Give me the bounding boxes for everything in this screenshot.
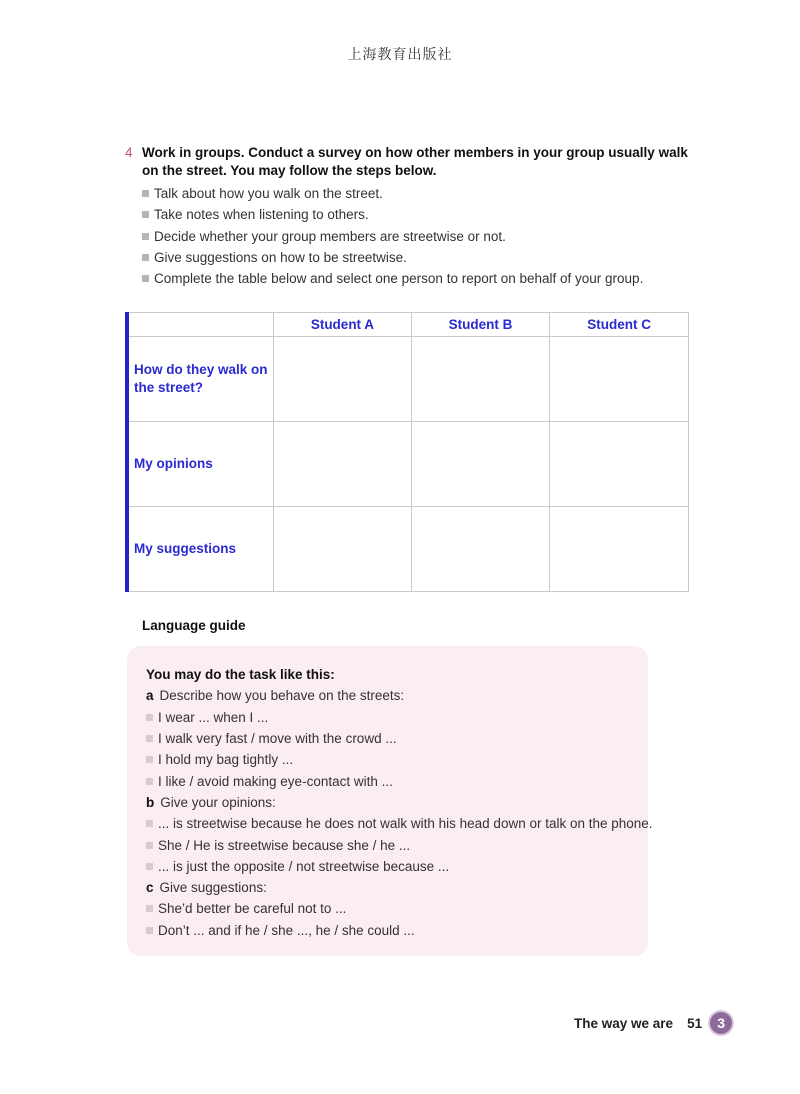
- guide-section-heading: c Give suggestions:: [146, 880, 267, 896]
- step-item: Give suggestions on how to be streetwise.: [142, 247, 695, 268]
- task-number: 4: [125, 145, 133, 160]
- header-student-a: Student A: [274, 313, 412, 337]
- language-guide-title: Language guide: [142, 618, 246, 633]
- table-row: [127, 422, 689, 507]
- header-student-b: Student B: [411, 313, 550, 337]
- answer-cell[interactable]: [411, 337, 550, 422]
- step-item: Decide whether your group members are streetwise or not.: [142, 226, 695, 247]
- square-bullet-icon: [146, 778, 153, 785]
- square-bullet-icon: [146, 927, 153, 934]
- row-label-suggestions: My suggestions: [127, 507, 274, 592]
- guide-item: ... is just the opposite / not streetwise because ...: [146, 856, 641, 877]
- section-letter: b: [146, 794, 155, 810]
- task-instruction-row: [125, 144, 695, 180]
- guide-item: I hold my bag tightly ...: [146, 749, 641, 770]
- guide-item: I walk very fast / move with the crowd ...: [146, 728, 641, 749]
- steps-list: [142, 183, 695, 289]
- square-bullet-icon: [146, 756, 153, 763]
- unit-title: The way we are: [574, 1015, 674, 1031]
- answer-cell[interactable]: [411, 422, 550, 507]
- guide-item: Don’t ... and if he / she ..., he / she could ...: [146, 920, 641, 941]
- square-bullet-icon: [146, 863, 153, 870]
- square-bullet-icon: [146, 820, 153, 827]
- task-instruction: Work in groups. Conduct a survey on how other members in your group usually walk on the street. You may follow the steps below.: [142, 145, 688, 178]
- page-footer: [574, 1012, 732, 1034]
- guide-item: She / He is streetwise because she / he ...: [146, 834, 641, 855]
- guide-section-heading: b Give your opinions:: [146, 794, 276, 810]
- page-number: 51: [687, 1015, 703, 1031]
- row-label-walk: How do they walk on the street?: [127, 337, 274, 422]
- square-bullet-icon: [142, 211, 149, 218]
- table-header-row: [127, 313, 689, 337]
- unit-number-badge: 3: [710, 1012, 732, 1034]
- square-bullet-icon: [146, 714, 153, 721]
- square-bullet-icon: [142, 254, 149, 261]
- guide-item: I wear ... when I ...: [146, 707, 641, 728]
- header-student-c: Student C: [550, 313, 689, 337]
- publisher-header: 上海教育出版社: [347, 47, 453, 63]
- guide-intro: You may do the task like this:: [146, 667, 335, 683]
- section-letter: c: [146, 880, 154, 896]
- section-letter: a: [146, 688, 154, 704]
- answer-cell[interactable]: [550, 337, 689, 422]
- square-bullet-icon: [142, 275, 149, 282]
- square-bullet-icon: [146, 735, 153, 742]
- survey-table: [125, 312, 689, 592]
- row-label-opinions: My opinions: [127, 422, 274, 507]
- guide-section-heading: a Describe how you behave on the streets:: [146, 688, 405, 704]
- square-bullet-icon: [146, 905, 153, 912]
- answer-cell[interactable]: [411, 507, 550, 592]
- guide-item: ... is streetwise because he does not walk with his head down or talk on the phone.: [146, 813, 641, 834]
- guide-item: She’d better be careful not to ...: [146, 898, 641, 919]
- language-guide-box: [127, 646, 653, 956]
- step-item: Talk about how you walk on the street.: [142, 183, 695, 204]
- answer-cell[interactable]: [274, 337, 412, 422]
- square-bullet-icon: [146, 842, 153, 849]
- answer-cell[interactable]: [274, 422, 412, 507]
- header-empty: [127, 313, 274, 337]
- answer-cell[interactable]: [550, 422, 689, 507]
- guide-item: I like / avoid making eye-contact with ...: [146, 770, 641, 791]
- square-bullet-icon: [142, 233, 149, 240]
- step-item: Take notes when listening to others.: [142, 204, 695, 225]
- answer-cell[interactable]: [550, 507, 689, 592]
- answer-cell[interactable]: [274, 507, 412, 592]
- step-item: Complete the table below and select one person to report on behalf of your group.: [142, 268, 695, 289]
- table-row: [127, 507, 689, 592]
- square-bullet-icon: [142, 190, 149, 197]
- task-4: [125, 144, 695, 289]
- language-guide-content: [146, 664, 653, 941]
- table-row: [127, 337, 689, 422]
